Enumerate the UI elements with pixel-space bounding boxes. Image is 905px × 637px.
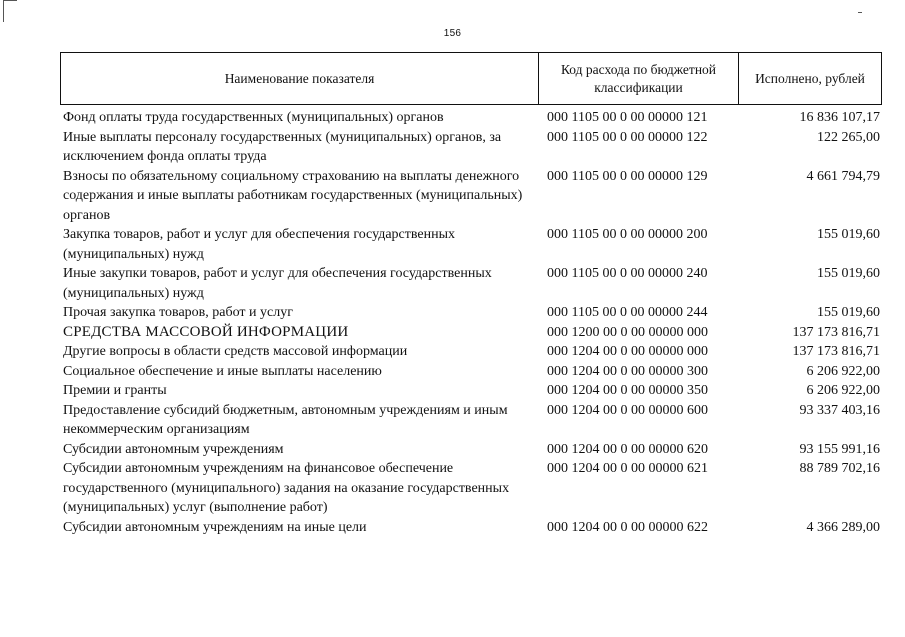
row-name: Прочая закупка товаров, работ и услуг: [63, 305, 293, 320]
row-amount: 155 019,60: [817, 266, 880, 281]
row-amount: 122 265,00: [817, 129, 880, 145]
row-amount: 88 789 702,16: [799, 461, 880, 476]
row-amount: 155 019,60: [817, 305, 880, 320]
row-name: Другие вопросы в области средств массовой информации: [63, 344, 408, 359]
header-name: Наименование показателя: [61, 53, 539, 104]
row-name: Взносы по обязательному социальному страхованию на выплаты денежного содержания и иные выплаты работникам государственных (муниципальных) органов: [63, 168, 523, 223]
scan-edge-mark: [3, 0, 4, 22]
row-amount: 16 836 107,17: [799, 110, 880, 125]
row-name: Социальное обеспечение и иные выплаты населению: [63, 363, 382, 379]
row-code: 000 1204 00 0 00 00000 300: [547, 363, 708, 379]
table-row: [60, 225, 882, 264]
table-header: [60, 52, 882, 105]
row-amount: 6 206 922,00: [806, 363, 880, 379]
row-code: 000 1105 00 0 00 00000 129: [547, 168, 708, 184]
row-amount: 93 337 403,16: [799, 402, 880, 418]
row-amount: 137 173 816,71: [792, 324, 880, 340]
table-row: [60, 342, 882, 362]
table-row: [60, 401, 882, 440]
row-code: 000 1105 00 0 00 00000 244: [547, 305, 708, 320]
row-amount: 137 173 816,71: [792, 344, 880, 359]
row-code: 000 1204 00 0 00 00000 600: [547, 402, 708, 418]
row-name: Закупка товаров, работ и услуг для обеспечения государственных (муниципальных) нужд: [63, 227, 456, 262]
page-number: 156: [443, 28, 462, 39]
row-amount: 4 661 794,79: [806, 168, 880, 184]
row-code: 000 1204 00 0 00 00000 350: [547, 383, 708, 398]
table-row: [60, 323, 882, 343]
table-row: [60, 440, 882, 460]
table-row: [60, 362, 882, 382]
table-row: [60, 167, 882, 226]
table-row: [60, 518, 882, 538]
row-amount: 155 019,60: [817, 227, 880, 242]
row-name: Субсидии автономным учреждениям на иные цели: [63, 519, 367, 535]
row-code: 000 1105 00 0 00 00000 122: [547, 129, 708, 145]
table-body: [60, 108, 882, 537]
row-name: Премии и гранты: [63, 383, 167, 398]
row-amount: 4 366 289,00: [806, 519, 880, 535]
table-row: [60, 303, 882, 323]
table-row: [60, 128, 882, 167]
header-amount: Исполнено, рублей: [755, 70, 865, 86]
table-row: [60, 381, 882, 401]
row-code: 000 1200 00 0 00 00000 000: [547, 324, 708, 340]
header-code: Код расхода по бюджетной классификации: [539, 53, 739, 104]
row-code: 000 1204 00 0 00 00000 622: [547, 519, 708, 535]
scan-edge-mark: [858, 12, 862, 13]
row-code: 000 1105 00 0 00 00000 121: [547, 110, 708, 125]
table-row: [60, 264, 882, 303]
row-code: 000 1204 00 0 00 00000 620: [547, 441, 708, 457]
row-code: 000 1105 00 0 00 00000 200: [547, 227, 708, 242]
row-name: Иные выплаты персоналу государственных (муниципальных) органов, за исключением фонда оплаты труда: [63, 129, 502, 164]
row-amount: 93 155 991,16: [799, 441, 880, 457]
row-amount: 6 206 922,00: [806, 383, 880, 398]
row-code: 000 1105 00 0 00 00000 240: [547, 266, 708, 281]
row-name: Субсидии автономным учреждениям: [63, 441, 284, 457]
table-row: [60, 459, 882, 518]
row-name: СРЕДСТВА МАССОВОЙ ИНФОРМАЦИИ: [63, 323, 349, 340]
row-name: Предоставление субсидий бюджетным, автономным учреждениям и иным некоммерческим организациям: [63, 402, 508, 437]
row-name: Иные закупки товаров, работ и услуг для обеспечения государственных (муниципальных) нужд: [63, 266, 492, 301]
row-code: 000 1204 00 0 00 00000 000: [547, 344, 708, 359]
table-row: [60, 108, 882, 128]
row-code: 000 1204 00 0 00 00000 621: [547, 461, 708, 476]
row-name: Субсидии автономным учреждениям на финансовое обеспечение государственного (муниципального) задания на оказание государственных (муниципальных) услуг (выполнение работ): [63, 461, 510, 515]
scan-edge-mark: [3, 0, 17, 1]
row-name: Фонд оплаты труда государственных (муниципальных) органов: [63, 110, 444, 125]
